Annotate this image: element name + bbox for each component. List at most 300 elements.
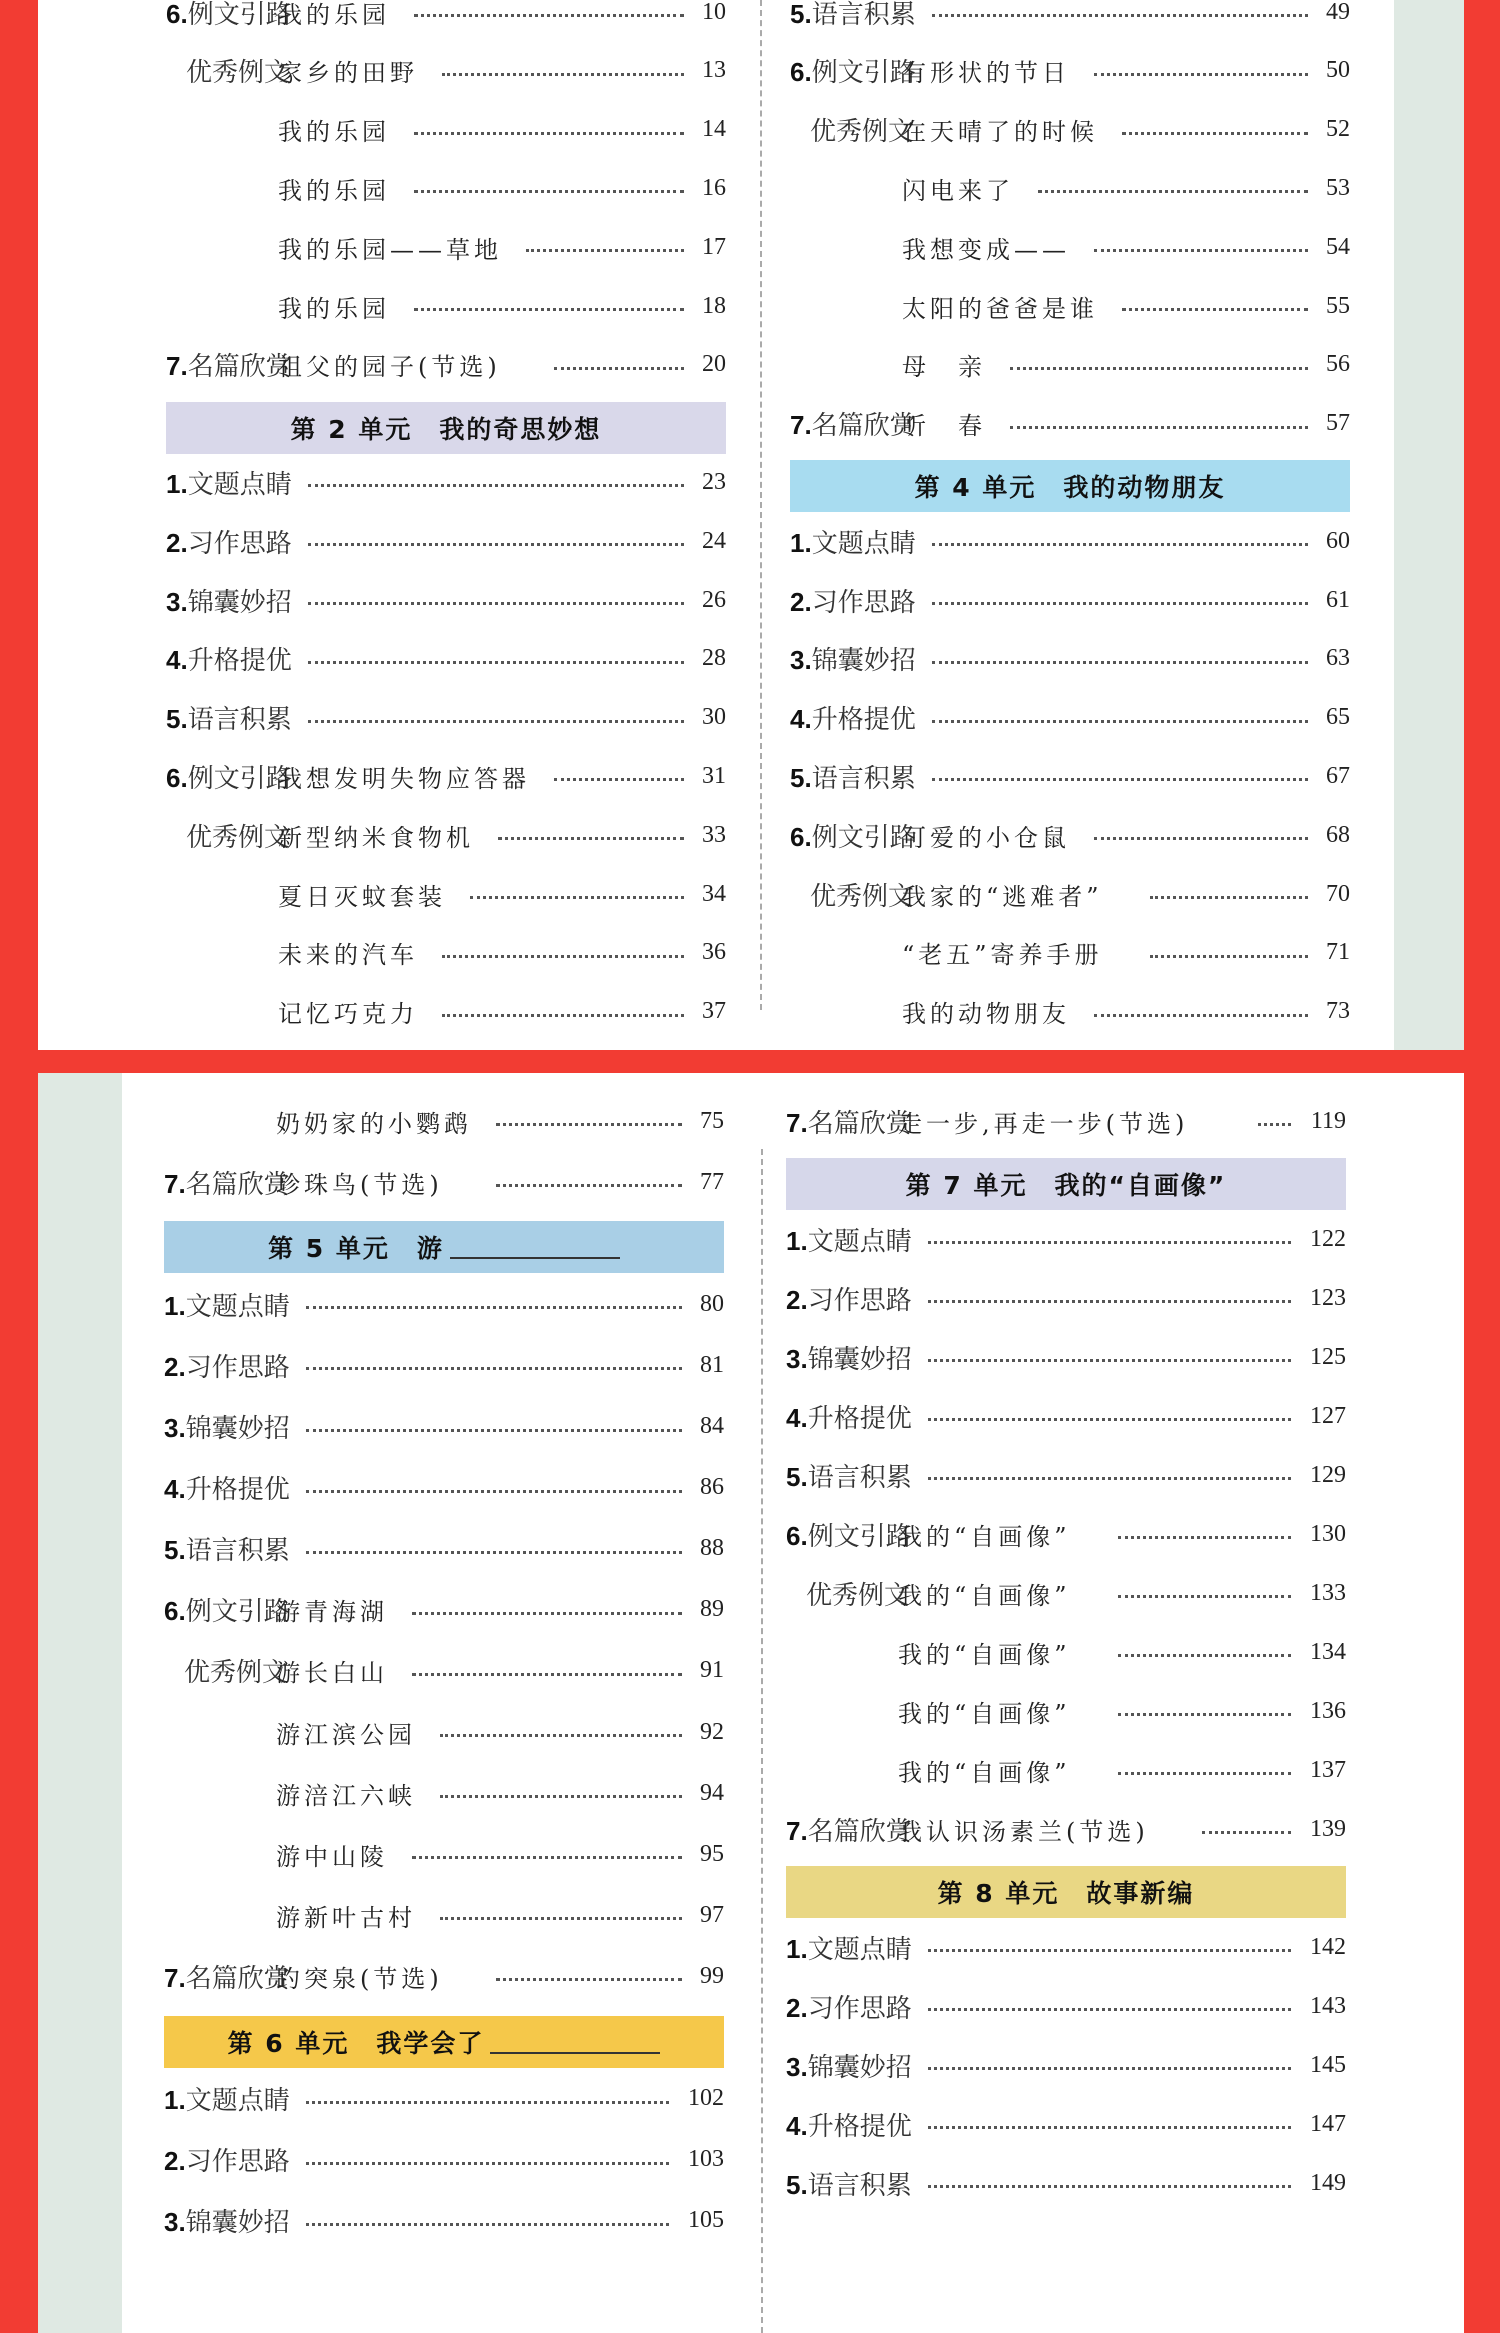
section-category-label: 文题点睛 xyxy=(807,1933,912,1964)
toc-entry[interactable] xyxy=(790,162,1350,214)
section-category xyxy=(164,1958,290,1995)
section-number: 5. xyxy=(786,2169,808,2200)
section-number: 2. xyxy=(786,1992,808,2023)
entry-title: 我的动物朋友 xyxy=(902,1000,1070,1029)
toc-entry[interactable] xyxy=(164,1523,724,1575)
dot-leader xyxy=(1122,132,1308,135)
page-number: 91 xyxy=(700,1657,724,1684)
toc-entry[interactable] xyxy=(790,398,1350,450)
toc-entry[interactable] xyxy=(166,221,726,273)
section-category xyxy=(790,640,916,677)
toc-entry[interactable] xyxy=(786,2098,1346,2150)
toc-entry[interactable] xyxy=(790,0,1350,38)
page-number: 71 xyxy=(1326,939,1350,966)
toc-entry[interactable] xyxy=(166,0,726,38)
section-category-label: 例文引路 xyxy=(185,1596,290,1627)
dot-leader xyxy=(932,661,1308,664)
dot-leader xyxy=(932,543,1308,546)
toc-entry[interactable] xyxy=(164,1889,724,1941)
unit-heading xyxy=(790,460,1350,512)
fill-in-blank-line xyxy=(490,2030,660,2054)
toc-entry[interactable] xyxy=(790,633,1350,685)
section-number: 3. xyxy=(790,645,812,676)
page-number: 49 xyxy=(1326,0,1350,25)
section-category-label: 习作思路 xyxy=(185,2146,290,2177)
dot-leader xyxy=(928,1477,1291,1480)
page-number: 68 xyxy=(1326,821,1350,848)
section-number: 2. xyxy=(166,527,188,558)
section-number: 4. xyxy=(786,1402,808,1433)
section-number: 3. xyxy=(166,586,188,617)
toc-entry[interactable] xyxy=(166,104,726,156)
entry-title: 我的“自画像” xyxy=(898,1640,1071,1669)
section-category xyxy=(166,758,292,795)
section-category-label: 锦囊妙招 xyxy=(807,2051,912,2082)
section-category xyxy=(786,1988,912,2025)
toc-entry[interactable] xyxy=(786,1567,1346,1619)
page-number: 119 xyxy=(1310,1107,1346,1134)
section-category xyxy=(786,2165,912,2202)
toc-entry[interactable] xyxy=(164,1828,724,1880)
toc-entry[interactable] xyxy=(166,162,726,214)
section-number: 2. xyxy=(790,586,812,617)
dot-leader xyxy=(306,1429,682,1432)
section-category xyxy=(164,2202,290,2239)
page-number: 56 xyxy=(1326,351,1350,378)
section-number: 3. xyxy=(786,2051,808,2082)
page-edge-strip xyxy=(1394,0,1464,1050)
unit-heading-text: 第 6 单元 我学会了 xyxy=(227,2028,485,2058)
section-category-label: 优秀例文 xyxy=(186,57,291,88)
dot-leader xyxy=(496,1978,682,1981)
unit-heading-text: 第 2 单元 我的奇思妙想 xyxy=(290,414,602,444)
page-number: 28 xyxy=(702,645,726,672)
toc-entry[interactable] xyxy=(166,574,726,626)
section-category xyxy=(164,1164,290,1201)
page-number: 133 xyxy=(1310,1579,1346,1606)
page-number: 20 xyxy=(702,351,726,378)
page-number: 34 xyxy=(702,880,726,907)
toc-entry[interactable] xyxy=(786,2157,1346,2209)
toc-entry[interactable] xyxy=(164,1339,724,1391)
section-category xyxy=(790,405,916,442)
entry-title: 我的乐园——草地 xyxy=(278,235,502,264)
toc-entry[interactable] xyxy=(786,1272,1346,1324)
section-number: 7. xyxy=(166,351,188,382)
dot-leader xyxy=(928,2185,1291,2188)
dot-leader xyxy=(928,2126,1291,2129)
toc-entry[interactable] xyxy=(166,456,726,508)
dot-leader xyxy=(470,896,684,899)
page-number: 60 xyxy=(1326,527,1350,554)
unit-heading xyxy=(164,2016,724,2068)
toc-entry[interactable] xyxy=(786,1390,1346,1442)
dot-leader xyxy=(306,2223,669,2226)
dot-leader xyxy=(440,1917,682,1920)
unit-heading-text: 第 4 单元 我的动物朋友 xyxy=(914,473,1226,503)
section-category xyxy=(166,346,292,383)
toc-column-left xyxy=(164,1073,759,2333)
toc-column-right xyxy=(790,0,1385,1050)
section-category xyxy=(166,640,292,677)
dot-leader xyxy=(928,1359,1291,1362)
section-category xyxy=(164,1469,290,1506)
page-number: 137 xyxy=(1310,1756,1346,1783)
toc-page-bottom xyxy=(38,1073,1464,2333)
section-category xyxy=(164,2080,290,2117)
entry-title: 我认识汤素兰(节选) xyxy=(898,1817,1149,1846)
toc-entry[interactable] xyxy=(164,1767,724,1819)
section-category xyxy=(164,1591,290,1628)
dot-leader xyxy=(306,1490,682,1493)
section-category-label: 文题点睛 xyxy=(185,2085,290,2116)
entry-title: 闪电来了 xyxy=(902,176,1014,205)
toc-entry[interactable] xyxy=(166,986,726,1038)
toc-entry[interactable] xyxy=(166,633,726,685)
section-number: 5. xyxy=(164,1535,186,1566)
page-number: 129 xyxy=(1310,1461,1346,1488)
page-number: 13 xyxy=(702,57,726,84)
page-number: 31 xyxy=(702,762,726,789)
section-category xyxy=(786,1103,912,1140)
dot-leader xyxy=(306,2101,669,2104)
toc-entry[interactable] xyxy=(164,1706,724,1758)
section-number: 4. xyxy=(786,2110,808,2141)
section-category-label: 语言积累 xyxy=(187,704,292,735)
toc-entry[interactable] xyxy=(166,692,726,744)
toc-entry[interactable] xyxy=(166,927,726,979)
page-number: 65 xyxy=(1326,704,1350,731)
section-category xyxy=(790,582,916,619)
entry-title: 我的“自画像” xyxy=(898,1522,1071,1551)
section-number: 7. xyxy=(786,1107,808,1138)
entry-title: 太阳的爸爸是谁 xyxy=(902,294,1098,323)
section-category-label: 名篇欣赏 xyxy=(807,1815,912,1846)
section-category-label: 优秀例文 xyxy=(806,1579,911,1610)
section-number: 4. xyxy=(166,645,188,676)
unit-heading-text: 第 7 单元 我的“自画像” xyxy=(905,1171,1227,1200)
section-category xyxy=(786,1398,912,1435)
toc-entry[interactable] xyxy=(786,1626,1346,1678)
toc-entry[interactable] xyxy=(166,45,726,97)
section-number: 6. xyxy=(166,762,188,793)
toc-entry[interactable] xyxy=(790,280,1350,332)
section-category-label: 优秀例文 xyxy=(810,116,915,147)
section-category xyxy=(184,1652,288,1689)
page-number: 33 xyxy=(702,821,726,848)
entry-title: 我想变成—— xyxy=(902,235,1070,264)
section-category-label: 文题点睛 xyxy=(807,1225,912,1256)
section-category-label: 语言积累 xyxy=(807,1461,912,1492)
toc-entry[interactable] xyxy=(164,2134,724,2186)
unit-heading xyxy=(166,402,726,454)
section-number: 6. xyxy=(164,1596,186,1627)
dot-leader xyxy=(440,1734,682,1737)
toc-entry[interactable] xyxy=(164,2195,724,2247)
section-category xyxy=(790,758,916,795)
page-number: 105 xyxy=(688,2207,724,2234)
toc-entry[interactable] xyxy=(790,221,1350,273)
section-category xyxy=(810,111,914,148)
page-number: 134 xyxy=(1310,1638,1346,1665)
unit-heading-text: 第 5 单元 游 xyxy=(268,1234,444,1264)
section-number: 5. xyxy=(166,704,188,735)
page-number: 50 xyxy=(1326,57,1350,84)
toc-entry[interactable] xyxy=(786,1803,1346,1855)
section-category-label: 文题点睛 xyxy=(185,1290,290,1321)
section-category xyxy=(790,523,916,560)
section-category-label: 语言积累 xyxy=(807,2169,912,2200)
entry-title: 新型纳米食物机 xyxy=(278,823,474,852)
page-number: 10 xyxy=(702,0,726,25)
toc-entry[interactable] xyxy=(790,986,1350,1038)
toc-entry[interactable] xyxy=(790,750,1350,802)
section-category xyxy=(166,582,292,619)
toc-entry[interactable] xyxy=(786,1980,1346,2032)
toc-entry[interactable] xyxy=(166,868,726,920)
entry-title: 家乡的田野 xyxy=(278,59,418,88)
dot-leader xyxy=(414,308,684,311)
toc-entry[interactable] xyxy=(164,1584,724,1636)
section-number: 1. xyxy=(164,1290,186,1321)
page-number: 102 xyxy=(688,2085,724,2112)
dot-leader xyxy=(1258,1123,1291,1126)
dot-leader xyxy=(496,1184,682,1187)
page-number: 77 xyxy=(700,1168,724,1195)
section-category xyxy=(186,52,290,89)
page-number: 70 xyxy=(1326,880,1350,907)
toc-entry[interactable] xyxy=(790,868,1350,920)
section-number: 5. xyxy=(790,0,812,29)
page-number: 139 xyxy=(1310,1815,1346,1842)
dot-leader xyxy=(1118,1536,1291,1539)
dot-leader xyxy=(442,1014,684,1017)
toc-entry[interactable] xyxy=(786,1449,1346,1501)
section-category xyxy=(186,817,290,854)
toc-entry[interactable] xyxy=(790,45,1350,97)
dot-leader xyxy=(1202,1831,1291,1834)
section-category-label: 例文引路 xyxy=(807,1520,912,1551)
section-category-label: 名篇欣赏 xyxy=(807,1107,912,1138)
dot-leader xyxy=(1118,1772,1291,1775)
section-category-label: 名篇欣赏 xyxy=(185,1962,290,1993)
toc-entry[interactable] xyxy=(786,1331,1346,1383)
entry-title: 有形状的节日 xyxy=(902,59,1070,88)
page-number: 89 xyxy=(700,1596,724,1623)
section-number: 2. xyxy=(164,1351,186,1382)
dot-leader xyxy=(308,602,684,605)
toc-entry[interactable] xyxy=(786,1213,1346,1265)
dot-leader xyxy=(928,1949,1291,1952)
page-number: 37 xyxy=(702,998,726,1025)
toc-entry[interactable] xyxy=(790,809,1350,861)
dot-leader xyxy=(932,14,1308,17)
entry-title: 游青海湖 xyxy=(276,1598,388,1627)
entry-title: 奶奶家的小鹦鹉 xyxy=(276,1109,472,1138)
section-category-label: 语言积累 xyxy=(811,762,916,793)
page-number: 88 xyxy=(700,1535,724,1562)
section-number: 7. xyxy=(164,1168,186,1199)
section-number: 1. xyxy=(166,468,188,499)
entry-title: 游长白山 xyxy=(276,1659,388,1688)
entry-title: 我的乐园 xyxy=(278,294,390,323)
toc-entry[interactable] xyxy=(164,2073,724,2125)
page-number: 61 xyxy=(1326,586,1350,613)
toc-entry[interactable] xyxy=(164,1278,724,1330)
page-number: 123 xyxy=(1310,1284,1346,1311)
toc-entry[interactable] xyxy=(164,1401,724,1453)
entry-title: 趵突泉(节选) xyxy=(276,1964,443,1993)
entry-title: 我的乐园 xyxy=(278,176,390,205)
entry-title: “老五”寄养手册 xyxy=(902,941,1103,970)
page-edge-strip xyxy=(38,1073,122,2333)
page-number: 57 xyxy=(1326,410,1350,437)
toc-entry[interactable] xyxy=(164,1156,724,1208)
toc-entry[interactable] xyxy=(166,339,726,391)
toc-entry[interactable] xyxy=(166,515,726,567)
dot-leader xyxy=(554,778,684,781)
page-number: 73 xyxy=(1326,998,1350,1025)
toc-entry[interactable] xyxy=(786,1685,1346,1737)
page-number: 18 xyxy=(702,292,726,319)
dot-leader xyxy=(1118,1595,1291,1598)
section-number: 4. xyxy=(164,1474,186,1505)
entry-title: 走一步,再走一步(节选) xyxy=(898,1109,1189,1138)
section-category xyxy=(786,1929,912,1966)
dot-leader xyxy=(308,720,684,723)
section-category-label: 升格提优 xyxy=(811,704,916,735)
section-category-label: 习作思路 xyxy=(811,586,916,617)
section-number: 6. xyxy=(166,0,188,29)
dot-leader xyxy=(928,1241,1291,1244)
toc-entry[interactable] xyxy=(790,104,1350,156)
toc-entry[interactable] xyxy=(164,1095,724,1147)
toc-entry[interactable] xyxy=(786,1508,1346,1560)
toc-entry[interactable] xyxy=(790,574,1350,626)
dot-leader xyxy=(928,2008,1291,2011)
entry-title: 记忆巧克力 xyxy=(278,1000,418,1029)
page-number: 54 xyxy=(1326,233,1350,260)
page-number: 125 xyxy=(1310,1343,1346,1370)
page-number: 30 xyxy=(702,704,726,731)
dot-leader xyxy=(928,2067,1291,2070)
toc-entry[interactable] xyxy=(786,1921,1346,1973)
dot-leader xyxy=(498,837,684,840)
page-number: 75 xyxy=(700,1107,724,1134)
unit-heading xyxy=(164,1221,724,1273)
toc-entry[interactable] xyxy=(790,515,1350,567)
toc-entry[interactable] xyxy=(790,339,1350,391)
toc-entry[interactable] xyxy=(166,809,726,861)
section-category xyxy=(166,0,292,31)
toc-entry[interactable] xyxy=(786,1744,1346,1796)
toc-entry[interactable] xyxy=(164,1645,724,1697)
dot-leader xyxy=(412,1673,682,1676)
entry-title: 游中山陵 xyxy=(276,1842,388,1871)
section-category-label: 文题点睛 xyxy=(187,468,292,499)
page-number: 97 xyxy=(700,1901,724,1928)
section-number: 5. xyxy=(786,1461,808,1492)
dot-leader xyxy=(442,955,684,958)
dot-leader xyxy=(1094,249,1308,252)
toc-entry[interactable] xyxy=(786,2039,1346,2091)
section-category-label: 锦囊妙招 xyxy=(811,645,916,676)
page-number: 99 xyxy=(700,1962,724,1989)
section-category-label: 升格提优 xyxy=(185,1474,290,1505)
toc-column-left xyxy=(166,0,761,1050)
toc-entry[interactable] xyxy=(164,1950,724,2002)
section-category xyxy=(164,1408,290,1445)
section-category-label: 升格提优 xyxy=(807,2110,912,2141)
toc-entry[interactable] xyxy=(786,1095,1346,1147)
entry-title: 我的乐园 xyxy=(278,118,390,147)
section-number: 5. xyxy=(790,762,812,793)
section-category-label: 优秀例文 xyxy=(184,1657,289,1688)
section-category-label: 名篇欣赏 xyxy=(187,351,292,382)
section-category xyxy=(164,1530,290,1567)
dot-leader xyxy=(1038,190,1308,193)
dot-leader xyxy=(306,2162,669,2165)
dot-leader xyxy=(1094,1014,1308,1017)
section-category-label: 名篇欣赏 xyxy=(185,1168,290,1199)
unit-heading-text: 第 8 单元 故事新编 xyxy=(937,1879,1195,1908)
fill-in-blank-line xyxy=(450,1235,620,1259)
dot-leader xyxy=(306,1551,682,1554)
section-category xyxy=(810,876,914,913)
section-category xyxy=(786,1516,912,1553)
section-number: 6. xyxy=(790,821,812,852)
dot-leader xyxy=(1010,367,1308,370)
section-number: 7. xyxy=(786,1815,808,1846)
section-category-label: 锦囊妙招 xyxy=(187,586,292,617)
page-number: 53 xyxy=(1326,174,1350,201)
section-category xyxy=(790,817,916,854)
page-number: 127 xyxy=(1310,1402,1346,1429)
column-divider xyxy=(761,1149,763,2333)
section-category-label: 锦囊妙招 xyxy=(185,2207,290,2238)
page-number: 84 xyxy=(700,1413,724,1439)
section-category-label: 文题点睛 xyxy=(811,527,916,558)
section-category-label: 锦囊妙招 xyxy=(185,1413,290,1443)
section-category xyxy=(166,523,292,560)
dot-leader xyxy=(928,1418,1291,1421)
entry-title: 我的“自画像” xyxy=(898,1699,1071,1728)
unit-heading xyxy=(786,1158,1346,1210)
section-category-label: 习作思路 xyxy=(807,1284,912,1315)
dot-leader xyxy=(1122,308,1308,311)
toc-entry[interactable] xyxy=(164,1462,724,1514)
dot-leader xyxy=(1094,837,1308,840)
page-number: 23 xyxy=(702,468,726,495)
page-number: 63 xyxy=(1326,645,1350,672)
section-category-label: 习作思路 xyxy=(807,1992,912,2023)
toc-entry[interactable] xyxy=(790,927,1350,979)
toc-page-top xyxy=(38,0,1464,1050)
section-category-label: 优秀例文 xyxy=(186,821,291,852)
page-number: 143 xyxy=(1310,1992,1346,2019)
toc-entry[interactable] xyxy=(166,750,726,802)
toc-entry[interactable] xyxy=(166,280,726,332)
dot-leader xyxy=(1118,1654,1291,1657)
section-category xyxy=(786,2106,912,2143)
dot-leader xyxy=(932,720,1308,723)
toc-entry[interactable] xyxy=(790,692,1350,744)
dot-leader xyxy=(440,1795,682,1798)
section-category-label: 语言积累 xyxy=(811,0,916,29)
page-number: 142 xyxy=(1310,1933,1346,1960)
page-number: 145 xyxy=(1310,2051,1346,2078)
dot-leader xyxy=(306,1367,682,1370)
